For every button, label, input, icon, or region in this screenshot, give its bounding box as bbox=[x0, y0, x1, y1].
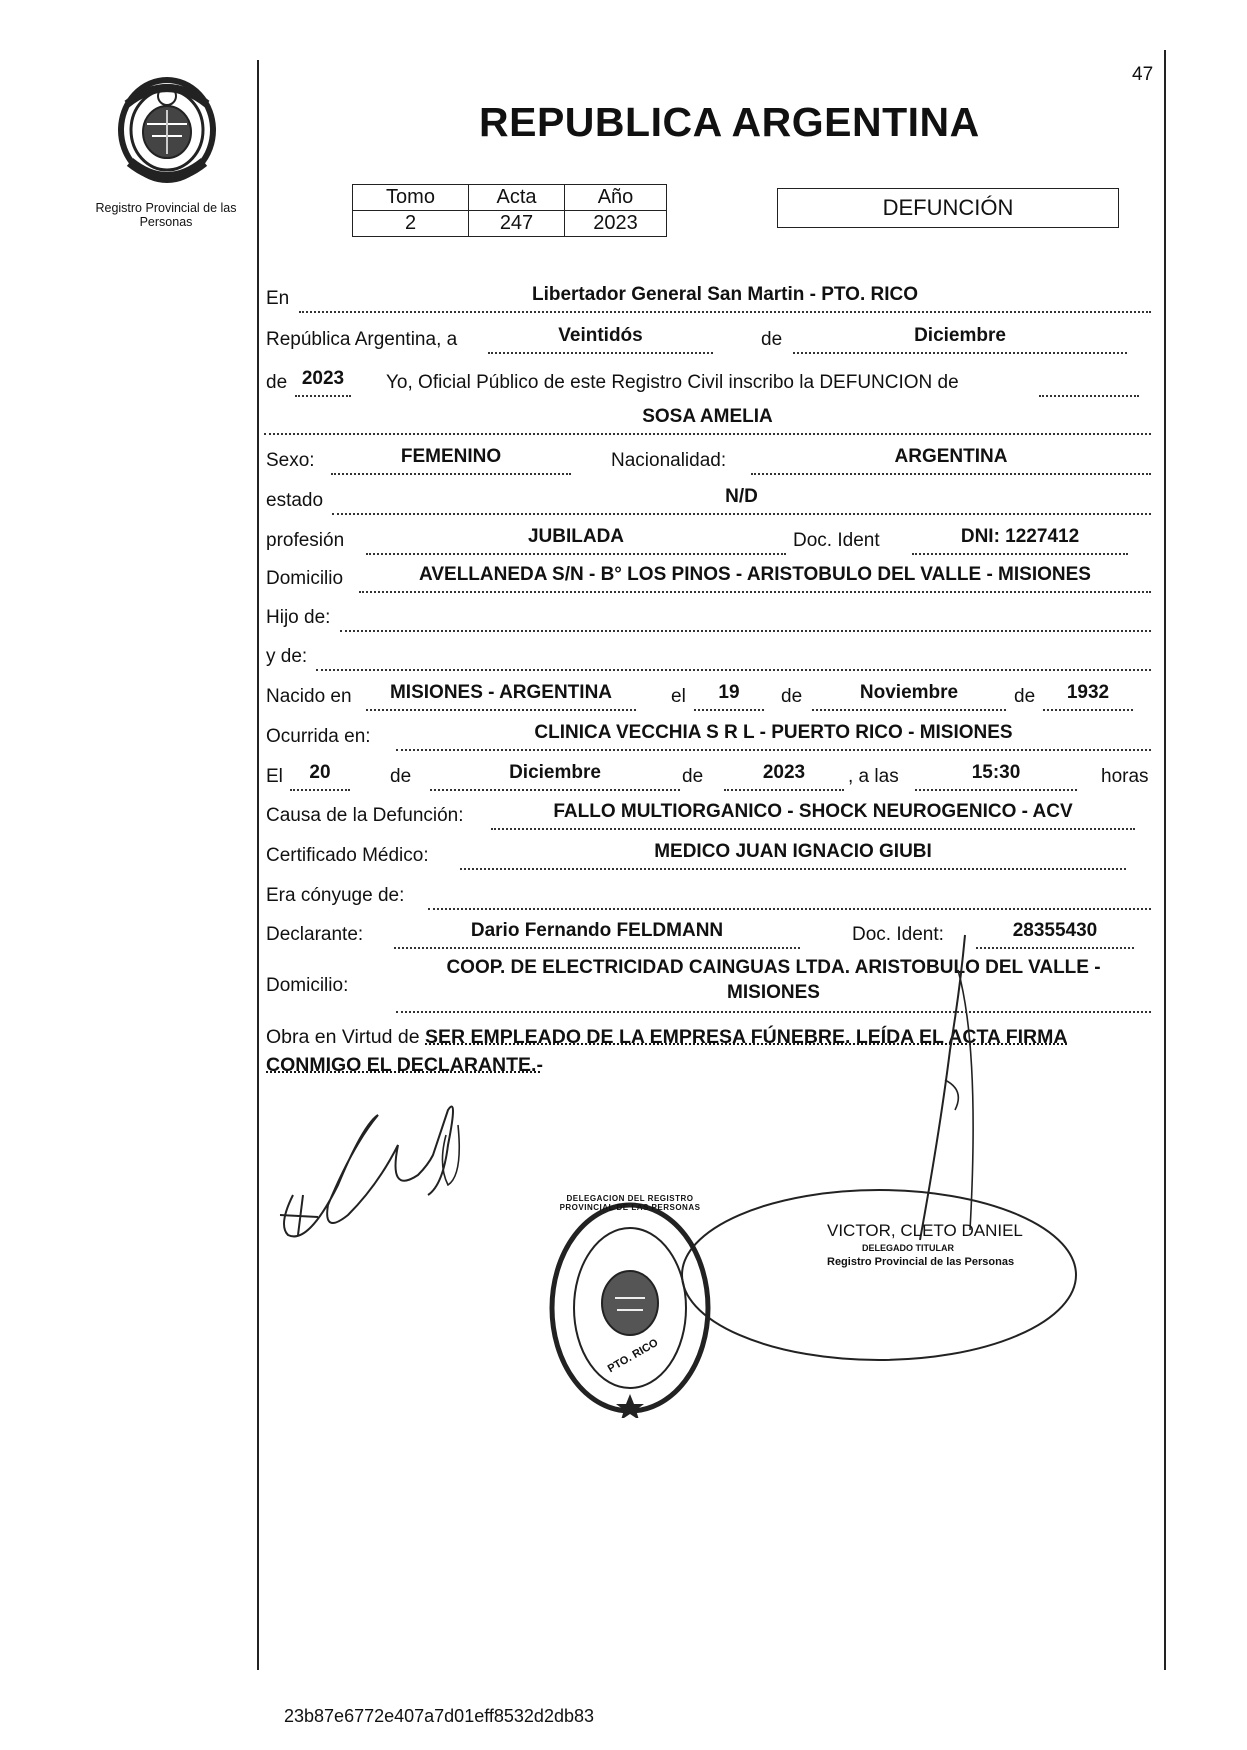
horas-label: horas bbox=[1101, 766, 1149, 787]
domicilio-value: AVELLANEDA S/N - B° LOS PINOS - ARISTOBULO DEL VALLE - MISIONES bbox=[419, 564, 1091, 585]
def-anio-value: 2023 bbox=[762, 762, 806, 783]
yde-field bbox=[316, 641, 1151, 671]
conyuge-field bbox=[428, 880, 1151, 910]
certificado-label: Certificado Médico: bbox=[266, 845, 429, 866]
hijo-field bbox=[340, 602, 1151, 632]
decl-domicilio-line1: COOP. DE ELECTRICIDAD CAINGUAS LTDA. ARISTOBULO DEL VALLE - bbox=[446, 957, 1101, 978]
record-type-box: DEFUNCIÓN bbox=[777, 188, 1119, 228]
table-header: Tomo bbox=[353, 185, 469, 211]
conyuge-label: Era cónyuge de: bbox=[266, 885, 405, 906]
de-label: de bbox=[761, 329, 783, 350]
nacido-label: Nacido en bbox=[266, 686, 352, 707]
row-fecha-defuncion bbox=[266, 761, 1153, 791]
sexo-field bbox=[331, 445, 571, 475]
nac-mes-value: Noviembre bbox=[859, 682, 959, 703]
ocurrida-field bbox=[396, 721, 1151, 751]
en-field bbox=[299, 283, 1151, 313]
sexo-label: Sexo: bbox=[266, 450, 315, 471]
dia-value: Veintidós bbox=[558, 325, 643, 346]
def-mes-field bbox=[430, 761, 680, 791]
official-role: DELEGADO TITULAR bbox=[862, 1243, 954, 1253]
table-cell: 247 bbox=[469, 211, 565, 237]
row-hijo bbox=[266, 602, 1153, 632]
nacionalidad-label: Nacionalidad: bbox=[611, 450, 727, 471]
estado-field bbox=[332, 485, 1151, 515]
decl-doc-label: Doc. Ident: bbox=[852, 924, 944, 945]
oficial-text: Yo, Oficial Público de este Registro Civil inscribo la DEFUNCION de bbox=[386, 372, 959, 393]
declarante-field bbox=[394, 919, 800, 949]
row-oficial bbox=[266, 367, 1153, 397]
certificado-value: MEDICO JUAN IGNACIO GIUBI bbox=[654, 841, 932, 862]
declarante-label: Declarante: bbox=[266, 924, 364, 945]
estado-value: N/D bbox=[725, 486, 758, 507]
decl-doc-value: 28355430 bbox=[1012, 920, 1098, 941]
declarant-signature bbox=[268, 1085, 478, 1255]
row-causa bbox=[266, 800, 1153, 830]
mes-field bbox=[793, 324, 1127, 354]
causa-field bbox=[491, 800, 1135, 830]
profesion-label: profesión bbox=[266, 530, 345, 551]
decl-domicilio-field bbox=[396, 955, 1151, 1013]
el-label: el bbox=[671, 686, 686, 707]
row-republica bbox=[266, 324, 1153, 354]
nac-mes-field bbox=[812, 681, 1006, 711]
obra-value: SER EMPLEADO DE LA EMPRESA FÚNEBRE. LEÍDA EL ACTA FIRMA CONMIGO EL DECLARANTE.- bbox=[266, 1026, 1068, 1076]
nombre-field bbox=[264, 405, 1151, 435]
nac-dia-value: 19 bbox=[718, 682, 740, 703]
de-label-4: de bbox=[1014, 686, 1036, 707]
nombre-value: SOSA AMELIA bbox=[642, 406, 773, 427]
doc-label: Doc. Ident bbox=[793, 530, 880, 551]
registry-label: Registro Provincial de las Personas bbox=[95, 201, 237, 229]
alas-label: , a las bbox=[848, 766, 899, 787]
def-mes-value: Diciembre bbox=[509, 762, 601, 783]
def-anio-field bbox=[724, 761, 844, 791]
de-label-2: de bbox=[266, 372, 288, 393]
row-profesion bbox=[266, 525, 1153, 555]
ocurrida-value: CLINICA VECCHIA S R L - PUERTO RICO - MISIONES bbox=[534, 722, 1013, 743]
province-logo bbox=[112, 74, 222, 186]
certificado-field bbox=[460, 840, 1126, 870]
row-domicilio bbox=[266, 563, 1153, 593]
profesion-value: JUBILADA bbox=[527, 526, 625, 547]
official-oval-stamp bbox=[677, 1183, 1081, 1368]
def-hora-value: 15:30 bbox=[971, 762, 1021, 783]
table-cell: 2 bbox=[353, 211, 469, 237]
row-estado bbox=[266, 485, 1153, 515]
en-label: En bbox=[266, 288, 290, 309]
de-label-6: de bbox=[682, 766, 704, 787]
declarante-value: Dario Fernando FELDMANN bbox=[470, 920, 724, 941]
obra-label: Obra en Virtud de bbox=[266, 1026, 420, 1048]
doc-field bbox=[912, 525, 1128, 555]
obra-en-virtud bbox=[266, 1023, 1166, 1079]
row-en bbox=[266, 283, 1153, 313]
right-margin-line bbox=[1164, 50, 1166, 1670]
ocurrida-label: Ocurrida en: bbox=[266, 726, 371, 747]
def-dia-value: 20 bbox=[309, 762, 331, 783]
en-value: Libertador General San Martin - PTO. RICO bbox=[531, 284, 919, 305]
mes-value: Diciembre bbox=[914, 325, 1006, 346]
hijo-label: Hijo de: bbox=[266, 607, 331, 628]
row-sexo bbox=[266, 445, 1153, 475]
domicilio-label: Domicilio bbox=[266, 568, 344, 589]
row-nacido bbox=[266, 681, 1153, 711]
doc-value: DNI: 1227412 bbox=[960, 526, 1080, 547]
yde-label: y de: bbox=[266, 646, 308, 667]
el-label-2: El bbox=[266, 766, 283, 787]
nac-anio-value: 1932 bbox=[1066, 682, 1110, 703]
row-certificado bbox=[266, 840, 1153, 870]
nac-dia-field bbox=[694, 681, 764, 711]
page-number: 47 bbox=[1132, 64, 1154, 85]
row-yde bbox=[266, 641, 1153, 671]
row-conyuge bbox=[266, 880, 1153, 910]
row-ocurrida bbox=[266, 721, 1153, 751]
nacionalidad-field bbox=[751, 445, 1151, 475]
domicilio-field bbox=[359, 563, 1151, 593]
stamp-ring-text: DELEGACION DEL REGISTRO PROVINCIAL DE LAS PERSONAS bbox=[559, 1194, 701, 1212]
profesion-field bbox=[366, 525, 786, 555]
page-title: REPUBLICA ARGENTINA bbox=[479, 99, 980, 145]
def-dia-field bbox=[290, 761, 350, 791]
nacionalidad-value: ARGENTINA bbox=[894, 446, 1008, 467]
de-label-5: de bbox=[390, 766, 412, 787]
de-label-3: de bbox=[781, 686, 803, 707]
stamp-bottom-text: PTO. RICO bbox=[605, 1336, 661, 1376]
nacido-field bbox=[366, 681, 636, 711]
decl-domicilio-line2: MISIONES bbox=[727, 982, 820, 1003]
anio-field bbox=[295, 367, 351, 397]
estado-label: estado bbox=[266, 490, 324, 511]
left-margin-line bbox=[257, 60, 259, 1670]
record-table bbox=[352, 184, 667, 237]
nac-anio-field bbox=[1043, 681, 1133, 711]
nacido-value: MISIONES - ARGENTINA bbox=[389, 682, 613, 703]
table-header: Acta bbox=[469, 185, 565, 211]
causa-value: FALLO MULTIORGANICO - SHOCK NEUROGENICO - ACV bbox=[553, 801, 1073, 822]
republica-label: República Argentina, a bbox=[266, 329, 458, 350]
table-cell: 2023 bbox=[565, 211, 667, 237]
official-org: Registro Provincial de las Personas bbox=[827, 1256, 1015, 1268]
anio-value: 2023 bbox=[301, 368, 345, 389]
dia-field bbox=[488, 324, 713, 354]
decl-domicilio-label: Domicilio: bbox=[266, 975, 349, 996]
row-nombre bbox=[266, 405, 1153, 435]
table-header: Año bbox=[565, 185, 667, 211]
document-hash: 23b87e6772e407a7d01eff8532d2db83 bbox=[284, 1706, 594, 1726]
oficial-blank bbox=[1039, 367, 1139, 397]
official-name: VICTOR, CLETO DANIEL bbox=[827, 1221, 1023, 1240]
def-hora-field bbox=[915, 761, 1077, 791]
sexo-value: FEMENINO bbox=[400, 446, 502, 467]
causa-label: Causa de la Defunción: bbox=[266, 805, 464, 826]
